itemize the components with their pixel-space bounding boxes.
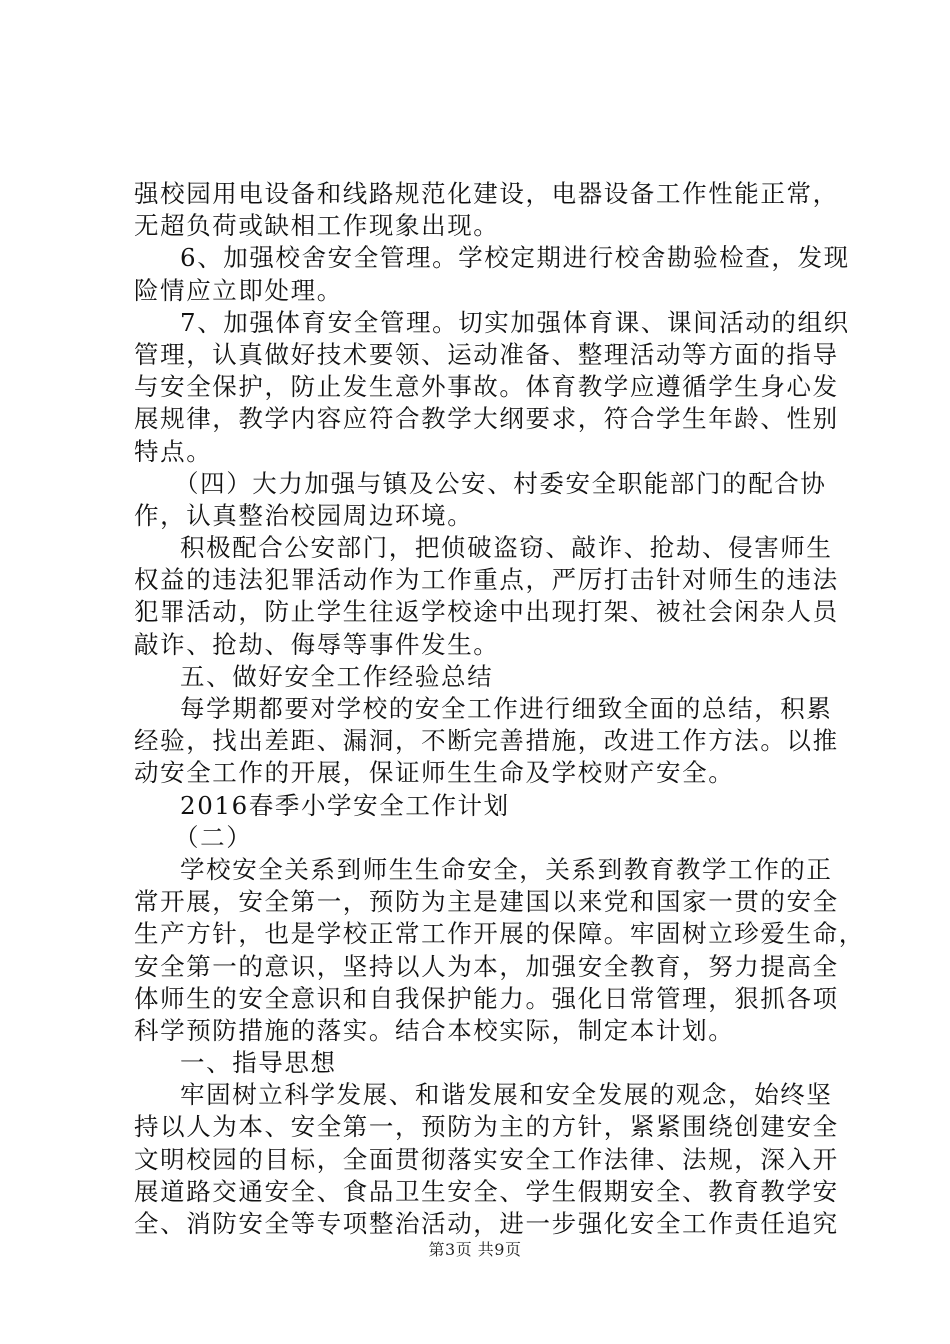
body-line: 每学期都要对学校的安全工作进行细致全面的总结，积累 [180,694,833,723]
body-line: 科学预防措施的落实。结合本校实际，制定本计划。 [134,1015,735,1045]
body-line: 展道路交通安全、食品卫生安全、学生假期安全、教育教学安 [134,1176,839,1206]
body-line: 特点。 [134,436,213,466]
body-line: 敲诈、抢劫、侮辱等事件发生。 [134,629,500,659]
body-line: 犯罪活动，防止学生往返学校途中出现打架、被社会闲杂人员 [134,597,839,627]
document-subtitle: （二） [174,822,253,852]
body-line: 常开展，安全第一，预防为主是建国以来党和国家一贯的安全 [134,887,839,917]
body-line: 作，认真整治校园周边环境。 [134,500,474,530]
body-line: 学校安全关系到师生生命安全，关系到教育教学工作的正 [180,854,833,884]
body-line: 文明校园的目标，全面贯彻落实安全工作法律、法规，深入开 [134,1144,839,1174]
body-line: 展规律，教学内容应符合教学大纲要求，符合学生年龄、性别 [134,404,839,434]
body-line: 险情应立即处理。 [134,275,343,305]
body-line: 强校园用电设备和线路规范化建设，电器设备工作性能正常， [134,179,839,208]
document-body [134,178,865,1240]
body-line: 无超负荷或缺相工作现象出现。 [134,211,500,241]
body-line: 生产方针，也是学校正常工作开展的保障。牢固树立珍爱生命， [134,919,865,949]
body-line: 全、消防安全等专项整治活动，进一步强化安全工作责任追究 [134,1209,839,1238]
body-line: （四）大力加强与镇及公安、村委安全职能部门的配合协 [174,468,827,498]
section-heading: 五、做好安全工作经验总结 [180,661,494,691]
page-number-footer: 第3页 共9页 [428,1240,522,1259]
body-line: 经验，找出差距、漏洞，不断完善措施，改进工作方法。以推 [134,726,839,756]
body-line: 持以人为本、安全第一，预防为主的方针，紧紧围绕创建安全 [134,1112,839,1142]
body-line: 管理，认真做好技术要领、运动准备、整理活动等方面的指导 [134,339,839,369]
body-line: 牢固树立科学发展、和谐发展和安全发展的观念，始终坚 [180,1080,833,1110]
body-line: 积极配合公安部门，把侦破盗窃、敲诈、抢劫、侵害师生 [180,533,833,563]
body-line: 与安全保护，防止发生意外事故。体育教学应遵循学生身心发 [134,372,839,402]
body-line: 7、加强体育安全管理。切实加强体育课、课间活动的组织 [180,307,850,337]
body-line: 动安全工作的开展，保证师生生命及学校财产安全。 [134,758,735,788]
body-line: 6、加强校舍安全管理。学校定期进行校舍勘验检查，发现 [180,243,850,273]
document-title: 2016春季小学安全工作计划 [180,790,510,820]
body-line: 安全第一的意识，坚持以人为本，加强安全教育，努力提高全 [134,951,839,981]
section-heading: 一、指导思想 [180,1048,337,1078]
body-line: 权益的违法犯罪活动作为工作重点，严厉打击针对师生的违法 [134,565,839,595]
body-line: 体师生的安全意识和自我保护能力。强化日常管理，狠抓各项 [134,983,839,1013]
